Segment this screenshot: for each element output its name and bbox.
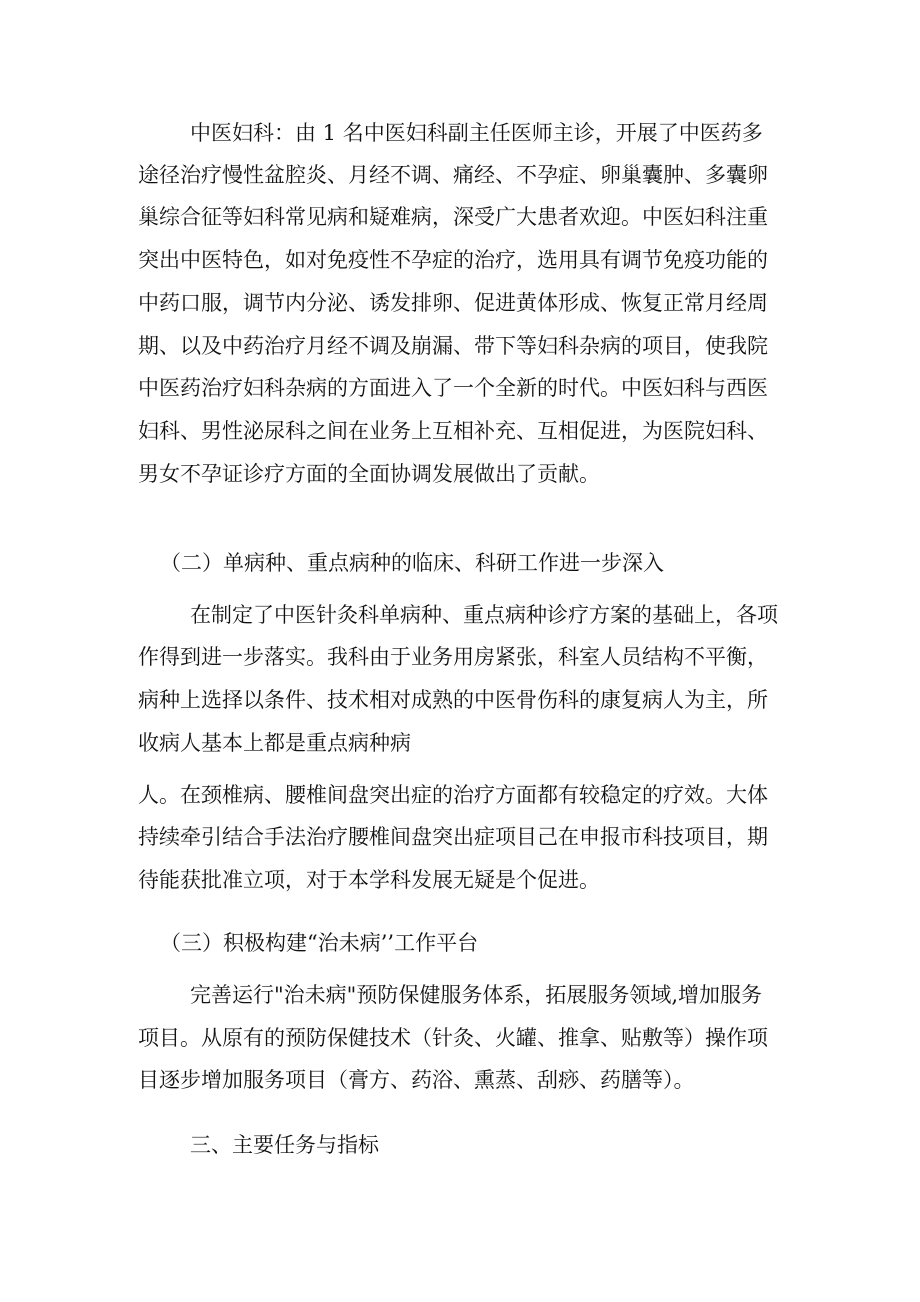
text-line: 收病人基本上都是重点病种病 — [138, 731, 411, 755]
text-line: 作得到进一步落实。我科由于业务用房紧张，科室人员结构不平衡， — [138, 645, 768, 669]
text-line: 中医药治疗妇科杂病的方面进入了一个全新的时代。中医妇科与西医 — [138, 376, 768, 400]
text-line: 期、以及中药治疗月经不调及崩漏、带下等妇科杂病的项目，使我院 — [138, 334, 768, 358]
section-title: 三、主要任务与指标 — [190, 1133, 379, 1157]
text-line: 中医妇科：由 1 名中医妇科副主任医师主诊，开展了中医药多 — [190, 121, 763, 145]
text-line: 项目。从原有的预防保健技术（针灸、火罐、推拿、贴敷等）操作项 — [138, 1026, 768, 1050]
text-line: 突出中医特色，如对免疫性不孕症的治疗，选用具有调节免疫功能的 — [138, 248, 768, 272]
text-line: 完善运行"治未病"预防保健服务体系，拓展服务领域,增加服务 — [190, 983, 762, 1007]
text-line: 人。在颈椎病、腰椎间盘突出症的治疗方面都有较稳定的疗效。大体 — [138, 783, 768, 807]
section-heading: （三）积极构建“治未病’’工作平台 — [160, 931, 479, 955]
text-line: 男女不孕证诊疗方面的全面协调发展做出了贡献。 — [138, 462, 600, 486]
text-line: 在制定了中医针灸科单病种、重点病种诊疗方案的基础上，各项 — [190, 603, 778, 627]
text-line: 待能获批准立项，对于本学科发展无疑是个促进。 — [138, 868, 600, 892]
text-line: 途径治疗慢性盆腔炎、月经不调、痛经、不孕症、卵巢囊肿、多囊卵 — [138, 163, 768, 187]
section-heading: （二）单病种、重点病种的临床、科研工作进一步深入 — [160, 551, 664, 575]
text-line: 妇科、男性泌尿科之间在业务上互相补充、互相促进，为医院妇科、 — [138, 419, 768, 443]
text-line: 病种上选择以条件、技术相对成熟的中医骨伤科的康复病人为主，所 — [138, 688, 768, 712]
text-line: 巢综合征等妇科常见病和疑难病，深受广大患者欢迎。中医妇科注重 — [138, 205, 768, 229]
text-line: 目逐步增加服务项目（膏方、药浴、熏蒸、刮痧、药膳等）。 — [138, 1068, 695, 1092]
text-line: 持续牵引结合手法治疗腰椎间盘突出症项目己在申报市科技项目，期 — [138, 825, 768, 849]
text-line: 中药口服，调节内分泌、诱发排卵、促进黄体形成、恢复正常月经周 — [138, 291, 768, 315]
